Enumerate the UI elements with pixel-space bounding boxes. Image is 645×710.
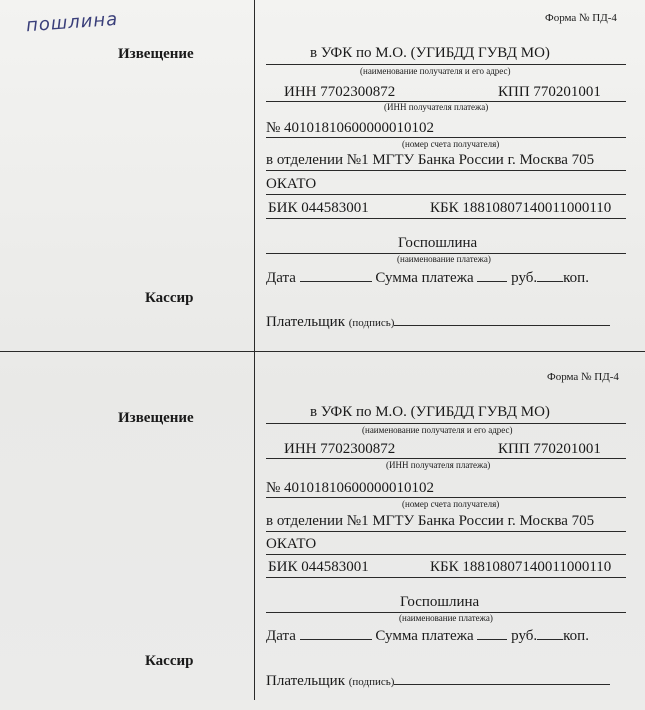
payment-name: Госпошлина (398, 235, 478, 251)
rub-field[interactable] (477, 269, 507, 282)
sum-label: Сумма платежа (375, 628, 474, 644)
rub-field[interactable] (477, 627, 507, 640)
recipient-name: в УФК по М.О. (УГИБДД ГУВД МО) (310, 404, 550, 420)
cashier-label: Кассир (145, 290, 194, 306)
payment-row (266, 269, 589, 287)
signature-caption: (подпись) (348, 317, 395, 329)
payer-label: Плательщик (266, 314, 345, 330)
account-line (266, 497, 626, 498)
form-number: Форма № ПД-4 (545, 12, 617, 24)
payment-caption: (наименование платежа) (397, 254, 491, 264)
kpp-value: КПП 770201001 (498, 441, 601, 457)
payment-caption: (наименование платежа) (399, 613, 493, 623)
okato-line (266, 194, 626, 195)
account-caption: (номер счета получателя) (402, 139, 500, 149)
account-number: № 40101810600000010102 (266, 480, 435, 496)
payer-row (266, 313, 610, 331)
inn-value: ИНН 7702300872 (284, 441, 396, 457)
kbk-value: КБК 18810807140011000110 (430, 559, 612, 575)
notice-section-bottom (0, 360, 645, 710)
account-line (266, 137, 626, 138)
signature-field[interactable] (394, 672, 610, 685)
okato-label: ОКАТО (266, 536, 317, 552)
rub-label: руб. (511, 628, 538, 644)
recipient-line (266, 64, 626, 65)
kpp-value: КПП 770201001 (498, 84, 601, 100)
payment-row (266, 627, 589, 645)
notice-label: Извещение (118, 410, 194, 426)
kop-label: коп. (563, 628, 589, 644)
inn-caption: (ИНН получателя платежа) (386, 460, 491, 470)
inn-caption: (ИНН получателя платежа) (384, 102, 489, 112)
recipient-name: в УФК по М.О. (УГИБДД ГУВД МО) (310, 45, 550, 61)
cashier-label: Кассир (145, 653, 194, 669)
signature-field[interactable] (394, 313, 610, 326)
account-caption: (номер счета получателя) (402, 499, 500, 509)
recipient-caption: (наименование получателя и его адрес) (362, 425, 513, 435)
bank-line (266, 170, 626, 171)
section-divider (0, 351, 645, 352)
bank-name: в отделении №1 МГТУ Банка России г. Москва 705 (266, 152, 595, 168)
account-number: № 40101810600000010102 (266, 120, 435, 136)
payer-label: Плательщик (266, 673, 345, 689)
sum-label: Сумма платежа (375, 270, 474, 286)
rub-label: руб. (511, 270, 538, 286)
signature-caption: (подпись) (348, 676, 395, 688)
bik-line (266, 218, 626, 219)
bank-name: в отделении №1 МГТУ Банка России г. Москва 705 (266, 513, 595, 529)
bik-value: БИК 044583001 (268, 200, 369, 216)
form-number: Форма № ПД-4 (547, 371, 619, 383)
kop-field[interactable] (537, 269, 563, 282)
date-label: Дата (266, 628, 296, 644)
inn-value: ИНН 7702300872 (284, 84, 396, 100)
date-field[interactable] (300, 269, 372, 282)
date-label: Дата (266, 270, 296, 286)
payment-name: Госпошлина (400, 594, 480, 610)
handwritten-note: пошлина (25, 8, 119, 37)
okato-line (266, 554, 626, 555)
payer-row (266, 672, 610, 690)
bank-line (266, 531, 626, 532)
kop-label: коп. (563, 270, 589, 286)
recipient-line (266, 423, 626, 424)
notice-section-top (0, 0, 645, 350)
inn-line (266, 458, 626, 459)
okato-label: ОКАТО (266, 176, 317, 192)
notice-label: Извещение (118, 46, 194, 62)
bik-line (266, 577, 626, 578)
kbk-value: КБК 18810807140011000110 (430, 200, 612, 216)
kop-field[interactable] (537, 627, 563, 640)
bik-value: БИК 044583001 (268, 559, 369, 575)
recipient-caption: (наименование получателя и его адрес) (360, 66, 511, 76)
date-field[interactable] (300, 627, 372, 640)
